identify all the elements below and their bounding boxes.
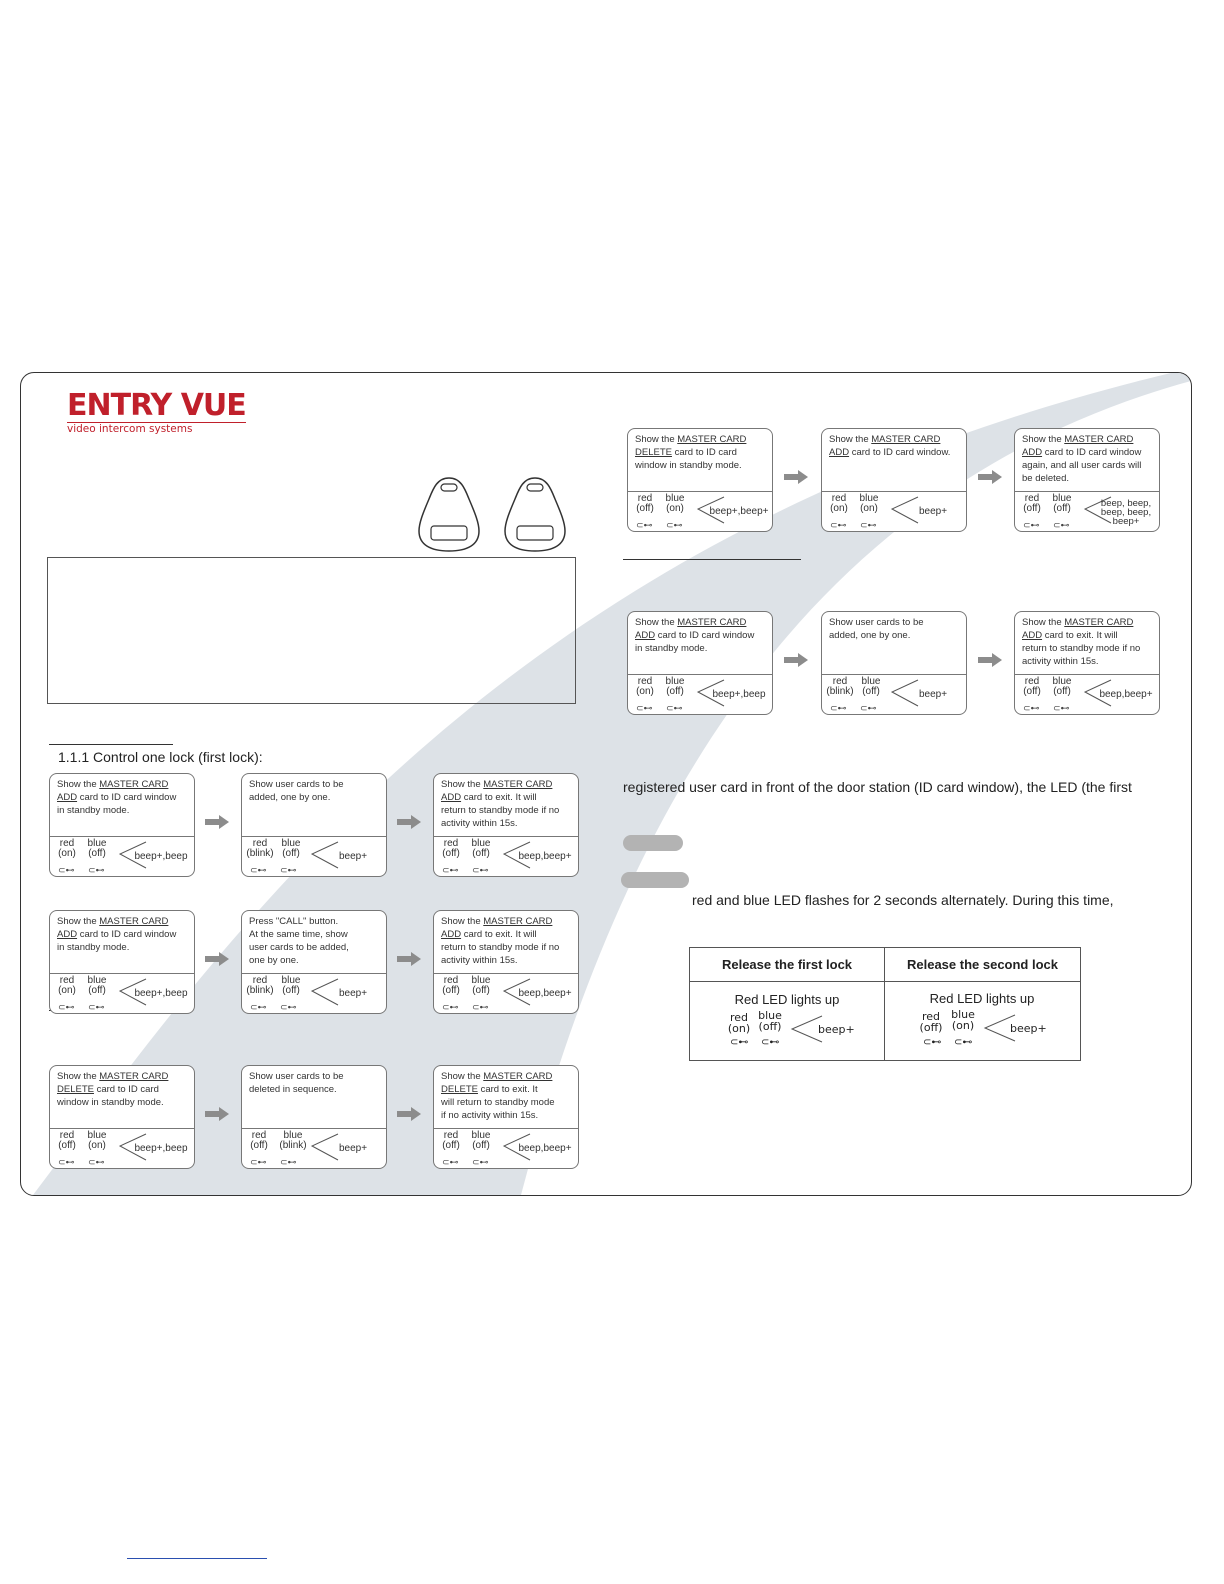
step-text: Show user cards to be added, one by one. xyxy=(249,779,344,803)
flow-arrow-icon xyxy=(397,952,421,966)
key-icon: ⊂⊷ xyxy=(58,1157,75,1167)
led-red-status: red (off) xyxy=(442,975,460,996)
step-text: Show the MASTER CARD ADD card to ID card window. xyxy=(829,434,951,458)
flow-arrow-icon xyxy=(397,815,421,829)
flow-arrow-icon xyxy=(978,470,1002,484)
procedure-step xyxy=(241,910,387,1014)
flow-arrow-icon xyxy=(784,470,808,484)
bottom-link-rule xyxy=(127,1558,267,1559)
key-icon: ⊂⊷ xyxy=(1023,703,1040,713)
step-text: Show the MASTER CARD DELETE card to exit. It will return to standby mode if no activity within 15s. xyxy=(441,1071,555,1121)
key-icon: ⊂⊷ xyxy=(1023,520,1040,530)
procedure-step xyxy=(433,910,579,1014)
section-heading: 1.1.1 Control one lock (first lock): xyxy=(58,749,263,765)
table-caption: Red LED lights up xyxy=(929,991,1035,1006)
step-text: Show user cards to be deleted in sequence. xyxy=(249,1071,344,1095)
step-divider xyxy=(822,674,966,675)
key-icon: ⊂⊷ xyxy=(472,1002,489,1012)
led-blue-status: blue (off) xyxy=(281,975,301,996)
key-icon: ⊂⊷ xyxy=(830,703,847,713)
table-led-blue: blue (off) xyxy=(758,1009,782,1033)
procedure-step xyxy=(1014,611,1160,715)
step-divider xyxy=(434,836,578,837)
led-blue-status: blue (on) xyxy=(665,493,685,514)
led-blue-status: blue (on) xyxy=(87,1130,107,1151)
step-divider xyxy=(434,973,578,974)
led-blue-status: blue (off) xyxy=(665,676,685,697)
flow-arrow-icon xyxy=(397,1107,421,1121)
step-divider xyxy=(242,973,386,974)
flow-arrow-icon xyxy=(205,952,229,966)
beep-pattern: beep+ xyxy=(918,689,948,700)
procedure-step xyxy=(627,611,773,715)
led-blue-status: blue (off) xyxy=(87,838,107,859)
table-led-red: red (off) xyxy=(919,1010,943,1034)
procedure-step xyxy=(433,1065,579,1169)
step-text: Show the MASTER CARD ADD card to exit. It will return to standby mode if no activity within 15s. xyxy=(441,916,560,966)
step-divider xyxy=(628,491,772,492)
beep-pattern: beep+,beep xyxy=(134,851,188,862)
led-red-status: red (blink) xyxy=(246,838,274,859)
step-text: Press "CALL" button. At the same time, show user cards to be added, one by one. xyxy=(249,916,349,966)
beep-pattern: beep+ xyxy=(918,506,948,517)
table-beep: beep+ xyxy=(818,1023,855,1036)
step-divider xyxy=(242,1128,386,1129)
procedure-step xyxy=(49,910,195,1014)
step-divider xyxy=(50,973,194,974)
step-text: Show the MASTER CARD ADD card to ID card window again, and all user cards will be deleted. xyxy=(1022,434,1142,484)
led-red-status: red (on) xyxy=(830,493,848,514)
heading-rule xyxy=(49,744,173,745)
step-text: Show the MASTER CARD ADD card to exit. It will return to standby mode if no activity within 15s. xyxy=(1022,617,1141,667)
key-icon: ⊂⊷ xyxy=(923,1037,942,1048)
procedure-step xyxy=(433,773,579,877)
step-divider xyxy=(822,491,966,492)
flow-arrow-icon xyxy=(978,653,1002,667)
beep-pattern: beep,beep+ xyxy=(518,988,572,999)
led-blue-status: blue (off) xyxy=(861,676,881,697)
table-caption: Red LED lights up xyxy=(734,992,840,1007)
step-divider xyxy=(628,674,772,675)
step-divider xyxy=(50,1128,194,1129)
procedure-step xyxy=(821,428,967,532)
key-icon: ⊂⊷ xyxy=(1053,520,1070,530)
rfid-tag-icon xyxy=(503,475,567,553)
beep-pattern: beep, beep, beep, beep, beep+ xyxy=(1100,498,1152,527)
key-icon: ⊂⊷ xyxy=(830,520,847,530)
key-icon: ⊂⊷ xyxy=(88,865,105,875)
led-red-status: red (on) xyxy=(58,838,76,859)
key-icon: ⊂⊷ xyxy=(88,1002,105,1012)
led-blue-status: blue (off) xyxy=(471,838,491,859)
rfid-tag-icon xyxy=(417,475,481,553)
beep-pattern: beep,beep+ xyxy=(518,851,572,862)
lock-release-table xyxy=(689,947,1081,1061)
led-blue-status: blue (on) xyxy=(859,493,879,514)
led-red-status: red (blink) xyxy=(826,676,854,697)
key-icon: ⊂⊷ xyxy=(636,703,653,713)
led-blue-status: blue (off) xyxy=(1052,493,1072,514)
key-icon: ⊂⊷ xyxy=(58,865,75,875)
key-icon: ⊂⊷ xyxy=(860,520,877,530)
paragraph-line: red and blue LED flashes for 2 seconds alternately. During this time, xyxy=(692,892,1114,908)
led-red-status: red (off) xyxy=(58,1130,76,1151)
key-icon: ⊂⊷ xyxy=(472,865,489,875)
key-icon: ⊂⊷ xyxy=(860,703,877,713)
procedure-step xyxy=(627,428,773,532)
beep-pattern: beep+ xyxy=(338,1143,368,1154)
key-icon: ⊂⊷ xyxy=(442,1157,459,1167)
key-icon: ⊂⊷ xyxy=(58,1002,75,1012)
beep-pattern: beep+,beep xyxy=(134,1143,188,1154)
key-icon: ⊂⊷ xyxy=(442,1002,459,1012)
step-text: Show the MASTER CARD ADD card to ID card window in standby mode. xyxy=(635,617,755,654)
key-icon: ⊂⊷ xyxy=(250,865,267,875)
beep-pattern: beep+,beep xyxy=(712,689,766,700)
led-red-status: red (blink) xyxy=(246,975,274,996)
key-icon: ⊂⊷ xyxy=(442,865,459,875)
procedure-step xyxy=(821,611,967,715)
step-text: Show the MASTER CARD ADD card to exit. It will return to standby mode if no activity within 15s. xyxy=(441,779,560,829)
procedure-step xyxy=(1014,428,1160,532)
brand-tagline: video intercom systems xyxy=(67,422,246,435)
step-divider xyxy=(434,1128,578,1129)
table-header-first-lock: Release the first lock xyxy=(721,957,853,972)
procedure-step xyxy=(241,773,387,877)
key-icon: ⊂⊷ xyxy=(88,1157,105,1167)
heading-rule xyxy=(623,559,801,560)
key-icon: ⊂⊷ xyxy=(472,1157,489,1167)
note-box xyxy=(47,557,576,704)
key-icon: ⊂⊷ xyxy=(954,1037,973,1048)
key-icon: ⊂⊷ xyxy=(666,703,683,713)
led-blue-status: blue (blink) xyxy=(279,1130,307,1151)
manual-panel xyxy=(20,372,1192,1196)
procedure-step xyxy=(241,1065,387,1169)
led-blue-status: blue (off) xyxy=(281,838,301,859)
beep-pattern: beep,beep+ xyxy=(1099,689,1153,700)
brand-logo xyxy=(67,388,246,435)
step-text: Show the MASTER CARD ADD card to ID card window in standby mode. xyxy=(57,916,177,953)
beep-pattern: beep+,beep+ xyxy=(709,506,769,517)
table-beep: beep+ xyxy=(1010,1022,1047,1035)
procedure-step xyxy=(49,1065,195,1169)
key-icon: ⊂⊷ xyxy=(666,520,683,530)
led-red-status: red (off) xyxy=(250,1130,268,1151)
step-text: Show the MASTER CARD ADD card to ID card window in standby mode. xyxy=(57,779,177,816)
key-icon: ⊂⊷ xyxy=(761,1037,780,1048)
beep-pattern: beep+ xyxy=(338,851,368,862)
key-icon: ⊂⊷ xyxy=(730,1037,749,1048)
key-icon: ⊂⊷ xyxy=(280,1157,297,1167)
step-divider xyxy=(50,836,194,837)
key-icon: ⊂⊷ xyxy=(1053,703,1070,713)
step-text: Show the MASTER CARD DELETE card to ID card window in standby mode. xyxy=(57,1071,169,1108)
table-led-red: red (on) xyxy=(727,1011,751,1035)
beep-pattern: beep+ xyxy=(338,988,368,999)
led-red-status: red (off) xyxy=(636,493,654,514)
led-blue-status: blue (off) xyxy=(87,975,107,996)
led-red-status: red (on) xyxy=(636,676,654,697)
led-red-status: red (off) xyxy=(442,838,460,859)
step-text: Show the MASTER CARD DELETE card to ID card window in standby mode. xyxy=(635,434,747,471)
led-red-status: red (off) xyxy=(1023,493,1041,514)
step-divider xyxy=(1015,491,1159,492)
table-led-blue: blue (on) xyxy=(951,1008,975,1032)
led-red-status: red (off) xyxy=(1023,676,1041,697)
step-text: Show user cards to be added, one by one. xyxy=(829,617,924,641)
led-blue-status: blue (off) xyxy=(1052,676,1072,697)
key-icon: ⊂⊷ xyxy=(280,865,297,875)
paragraph-line: registered user card in front of the door station (ID card window), the LED (the first xyxy=(623,779,1132,795)
brand-name: ENTRY VUE xyxy=(67,388,246,423)
procedure-step xyxy=(49,773,195,877)
led-red-status: red (on) xyxy=(58,975,76,996)
flow-arrow-icon xyxy=(205,815,229,829)
table-header-second-lock: Release the second lock xyxy=(906,957,1058,972)
step-divider xyxy=(242,836,386,837)
step-divider xyxy=(1015,674,1159,675)
beep-pattern: beep+,beep xyxy=(134,988,188,999)
label-pill xyxy=(621,872,689,888)
flow-arrow-icon xyxy=(205,1107,229,1121)
key-icon: ⊂⊷ xyxy=(636,520,653,530)
led-red-status: red (off) xyxy=(442,1130,460,1151)
led-blue-status: blue (off) xyxy=(471,1130,491,1151)
beep-pattern: beep,beep+ xyxy=(518,1143,572,1154)
key-icon: ⊂⊷ xyxy=(280,1002,297,1012)
flow-arrow-icon xyxy=(784,653,808,667)
key-icon: ⊂⊷ xyxy=(250,1157,267,1167)
key-icon: ⊂⊷ xyxy=(250,1002,267,1012)
label-pill xyxy=(623,835,683,851)
led-blue-status: blue (off) xyxy=(471,975,491,996)
